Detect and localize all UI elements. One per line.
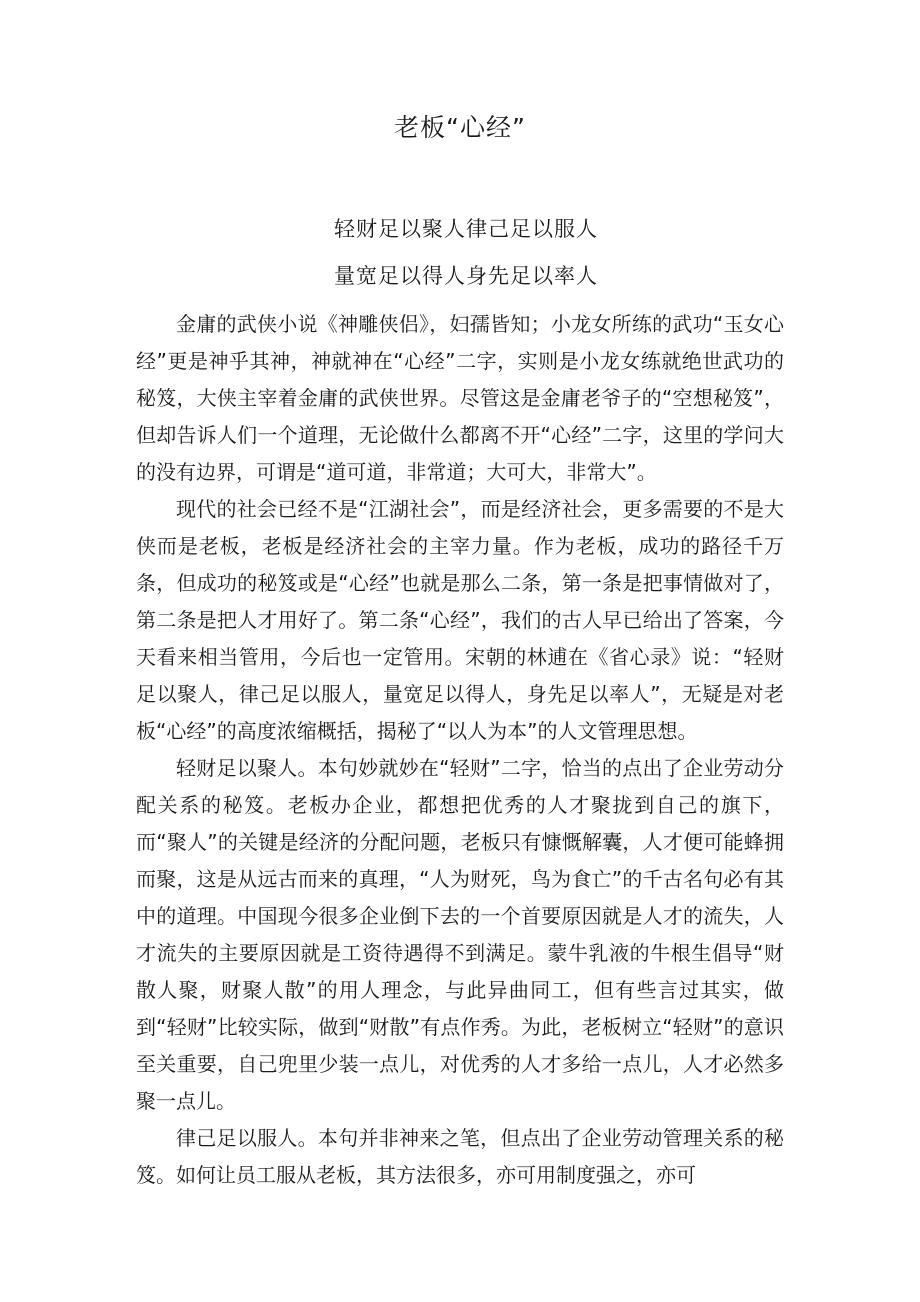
paragraph-1: 金庸的武侠小说《神雕侠侣》，妇孺皆知；小龙女所练的武功“玉女心经”更是神乎其神，神就神在“心经”二字，实则是小龙女练就绝世武功的秘笈，大侠主宰着金庸的武侠世界。尽管这是金庸老爷子的“空想秘笈”，但却告诉人们一个道理，无论做什么都离不开“心经”二字，这里的学问大的没有边界，可谓是“道可道，非常道；大可大，非常大”。	[136, 312, 784, 484]
document-body	[136, 306, 784, 1194]
subtitle-line-1: 轻财足以聚人律己足以服人	[334, 217, 598, 241]
document-title: 老板“心经”	[394, 113, 526, 142]
paragraph-4: 律己足以服人。本句并非神来之笔，但点出了企业劳动管理关系的秘笈。如何让员工服从老板，其方法很多，亦可用制度强之，亦可	[136, 1126, 784, 1187]
paragraph-2: 现代的社会已经不是“江湖社会”，而是经济社会，更多需要的不是大侠而是老板，老板是经济社会的主宰力量。作为老板，成功的路径千万条，但成功的秘笈或是“心经”也就是那么二条，第一条是把事情做对了，第二条是把人才用好了。第二条“心经”，我们的古人早已给出了答案，今天看来相当管用，今后也一定管用。宋朝的林逋在《省心录》说：“轻财足以聚人，律己足以服人，量宽足以得人，身先足以率人”，无疑是对老板“心经”的高度浓缩概括，揭秘了“以人为本”的人文管理思想。	[136, 497, 784, 743]
paragraph-3: 轻财足以聚人。本句妙就妙在“轻财”二字，恰当的点出了企业劳动分配关系的秘笈。老板办企业，都想把优秀的人才聚拢到自己的旗下，而“聚人”的关键是经济的分配问题，老板只有慷慨解囊，人才便可能蜂拥而聚，这是从远古而来的真理，“人为财死，鸟为食亡”的千古名句必有其中的道理。中国现今很多企业倒下去的一个首要原因就是人才的流失，人才流失的主要原因就是工资待遇得不到满足。蒙牛乳液的牛根生倡导“财散人聚，财聚人散”的用人理念，与此异曲同工，但有些言过其实，做到“轻财”比较实际，做到“财散”有点作秀。为此，老板树立“轻财”的意识至关重要，自己兜里少装一点儿，对优秀的人才多给一点儿，人才必然多聚一点儿。	[136, 756, 784, 1113]
subtitle-line-2: 量宽足以得人身先足以率人	[334, 264, 598, 288]
